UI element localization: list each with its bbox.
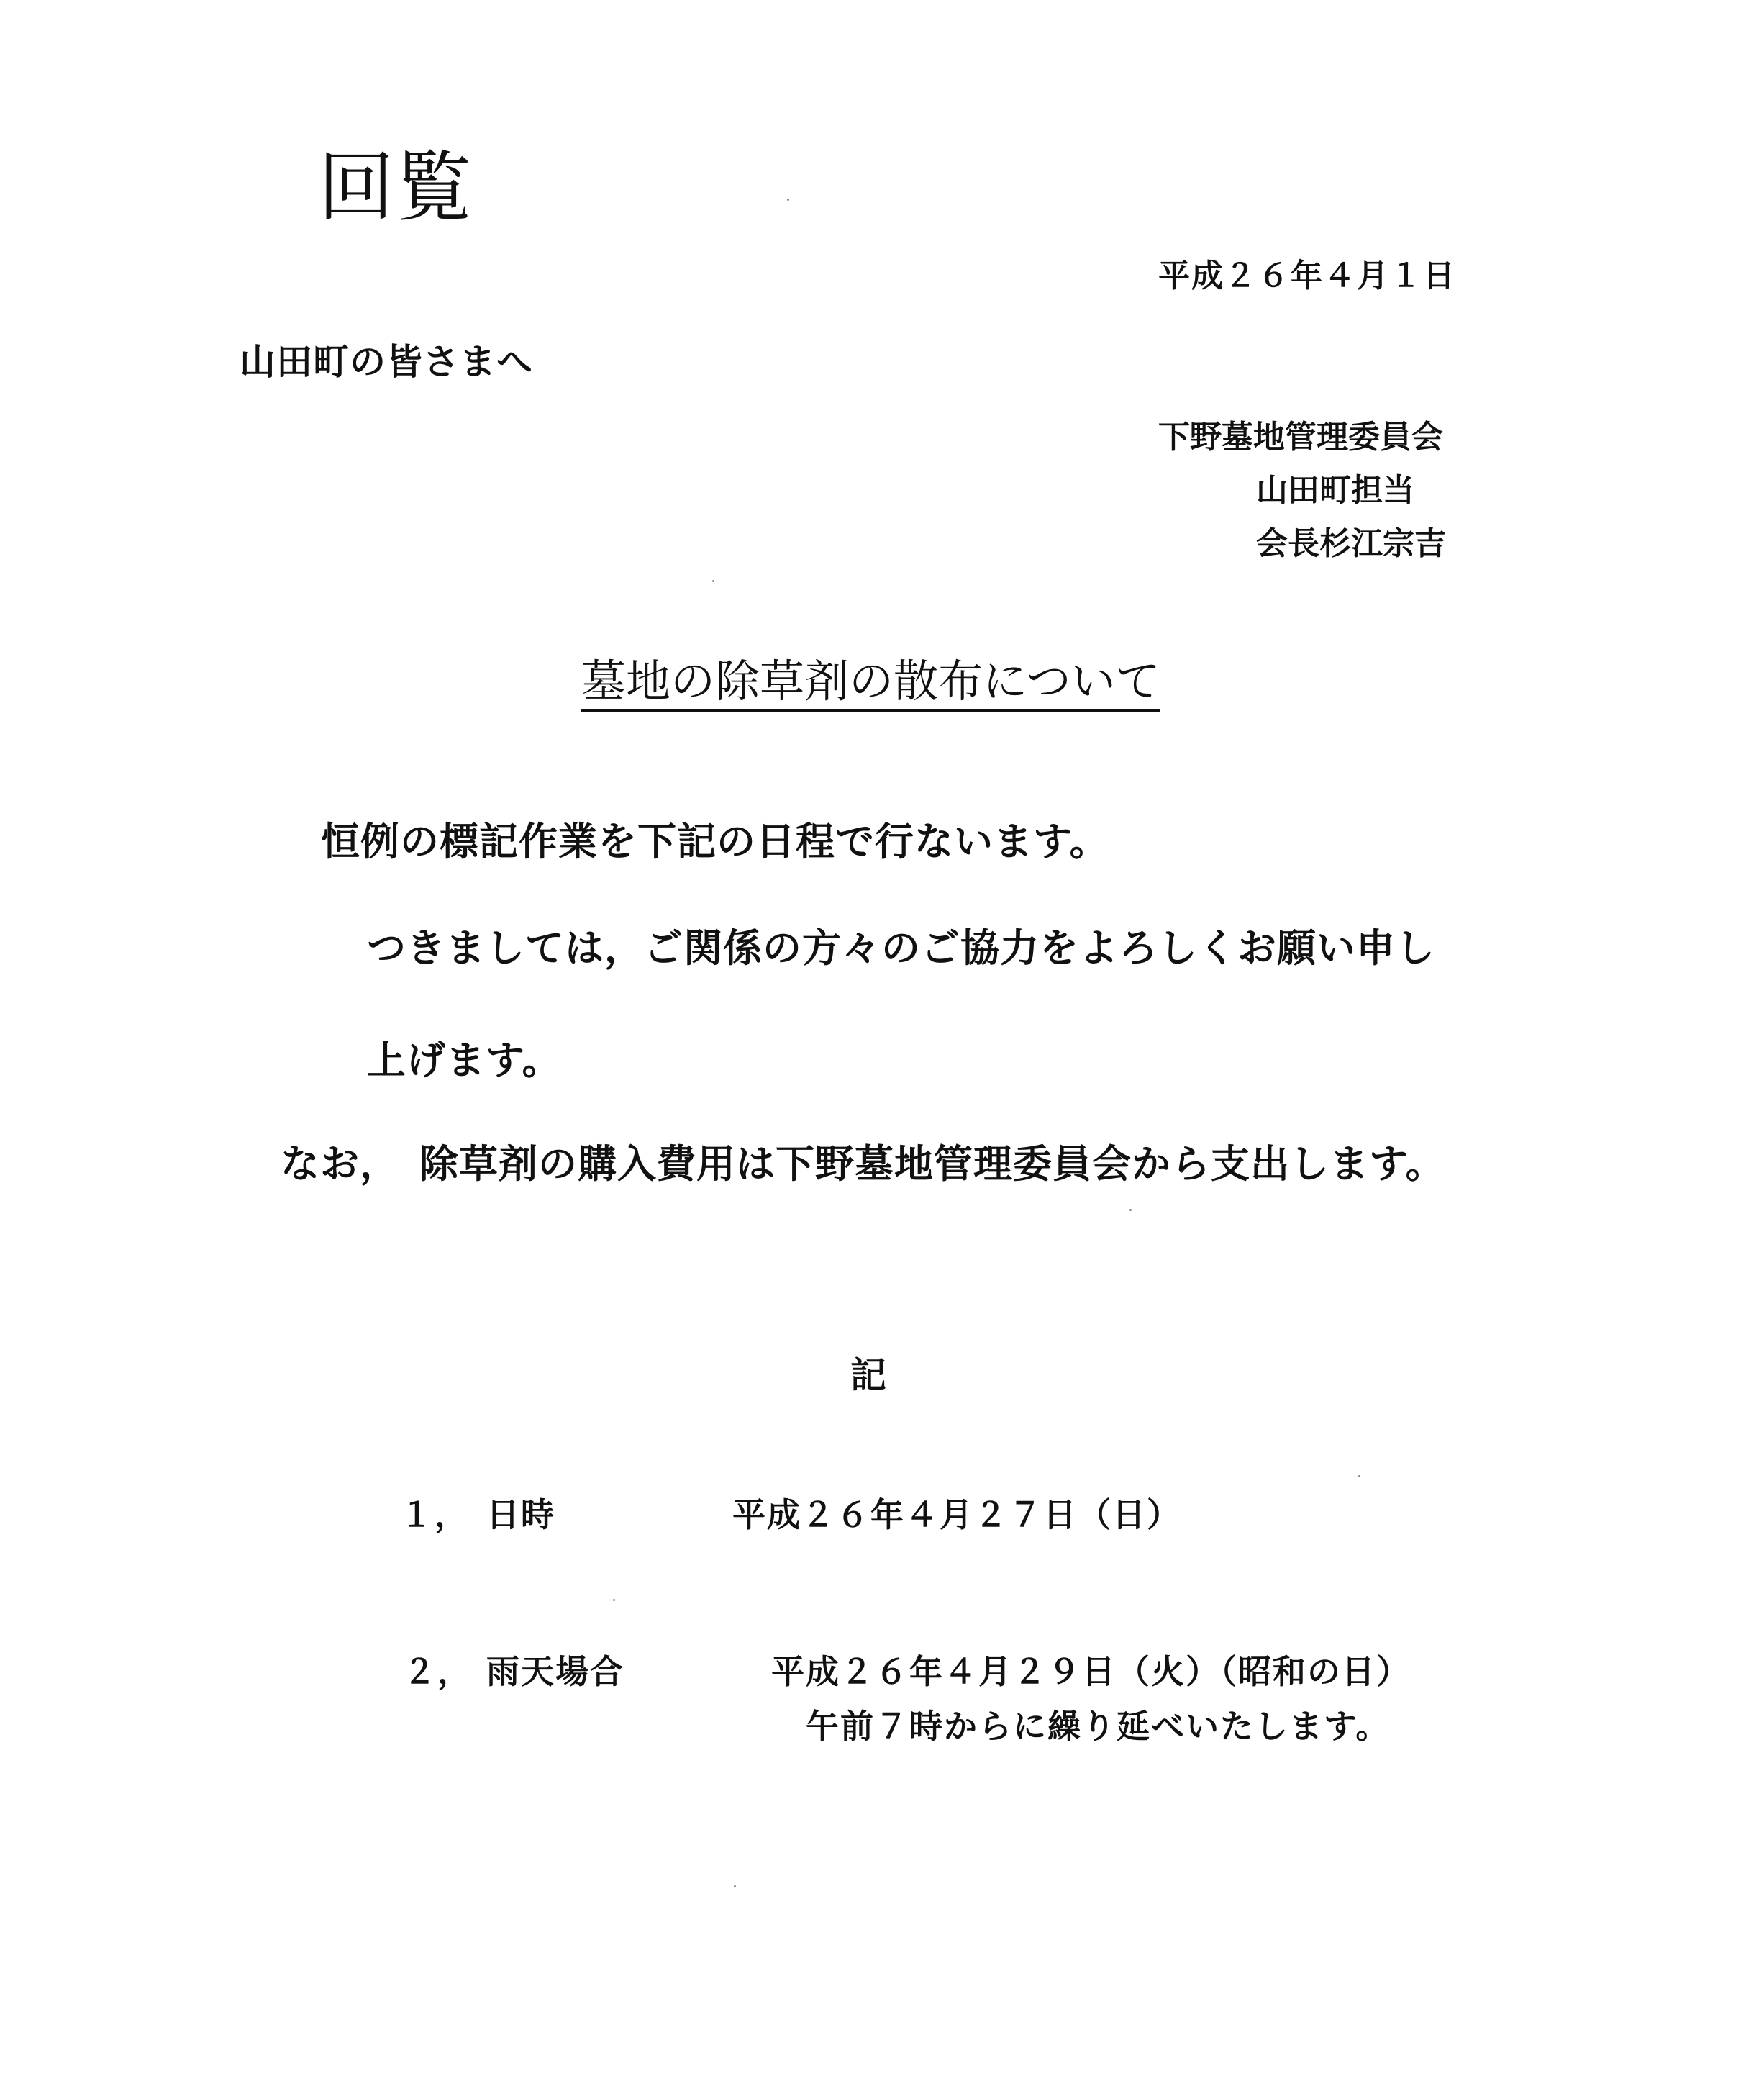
item-label: 日時 [486,1495,555,1534]
item-note: 午前７時からに繰り延べいたします。 [806,1707,1391,1746]
sender-department: 山田町担当 [1256,472,1414,509]
addressee: 山田町の皆さまへ [240,340,533,383]
scan-speck [734,1885,736,1887]
body-paragraph-3: なお， 除草剤の購入費用は下野墓地管理委員会から支出します。 [281,1141,1445,1187]
body-paragraph-2-line-2: 上げます。 [367,1037,562,1083]
subject-heading: 墓地の除草剤の散布について [581,658,1160,712]
circular-title: 回覧 [318,143,473,232]
item-value: 平成２６年４月２７日（日） [732,1495,1181,1534]
scan-speck [787,199,789,201]
sender-name: 会長杉江宗吉 [1256,525,1446,562]
item-number: １， [400,1495,469,1534]
sender-organization: 下野墓地管理委員会 [1158,419,1443,455]
body-paragraph-2-line-1: つきましては，ご関係の方々のご協力をよろしくお願い申し [367,925,1435,971]
item-number: ２， [403,1652,472,1691]
scan-speck [712,580,714,582]
notes-heading: 記 [850,1354,886,1396]
body-paragraph-1: 恒例の標記作業を下記の日程で行ないます。 [321,818,1109,864]
item-value: 平成２６年４月２９日（火）（昭和の日） [771,1652,1411,1691]
scan-speck [1358,1475,1360,1477]
scan-speck [1129,1209,1132,1211]
item-label: 雨天場合 [486,1652,624,1691]
scan-speck [613,1599,615,1601]
document-date: 平成２６年４月１日 [1158,258,1456,294]
